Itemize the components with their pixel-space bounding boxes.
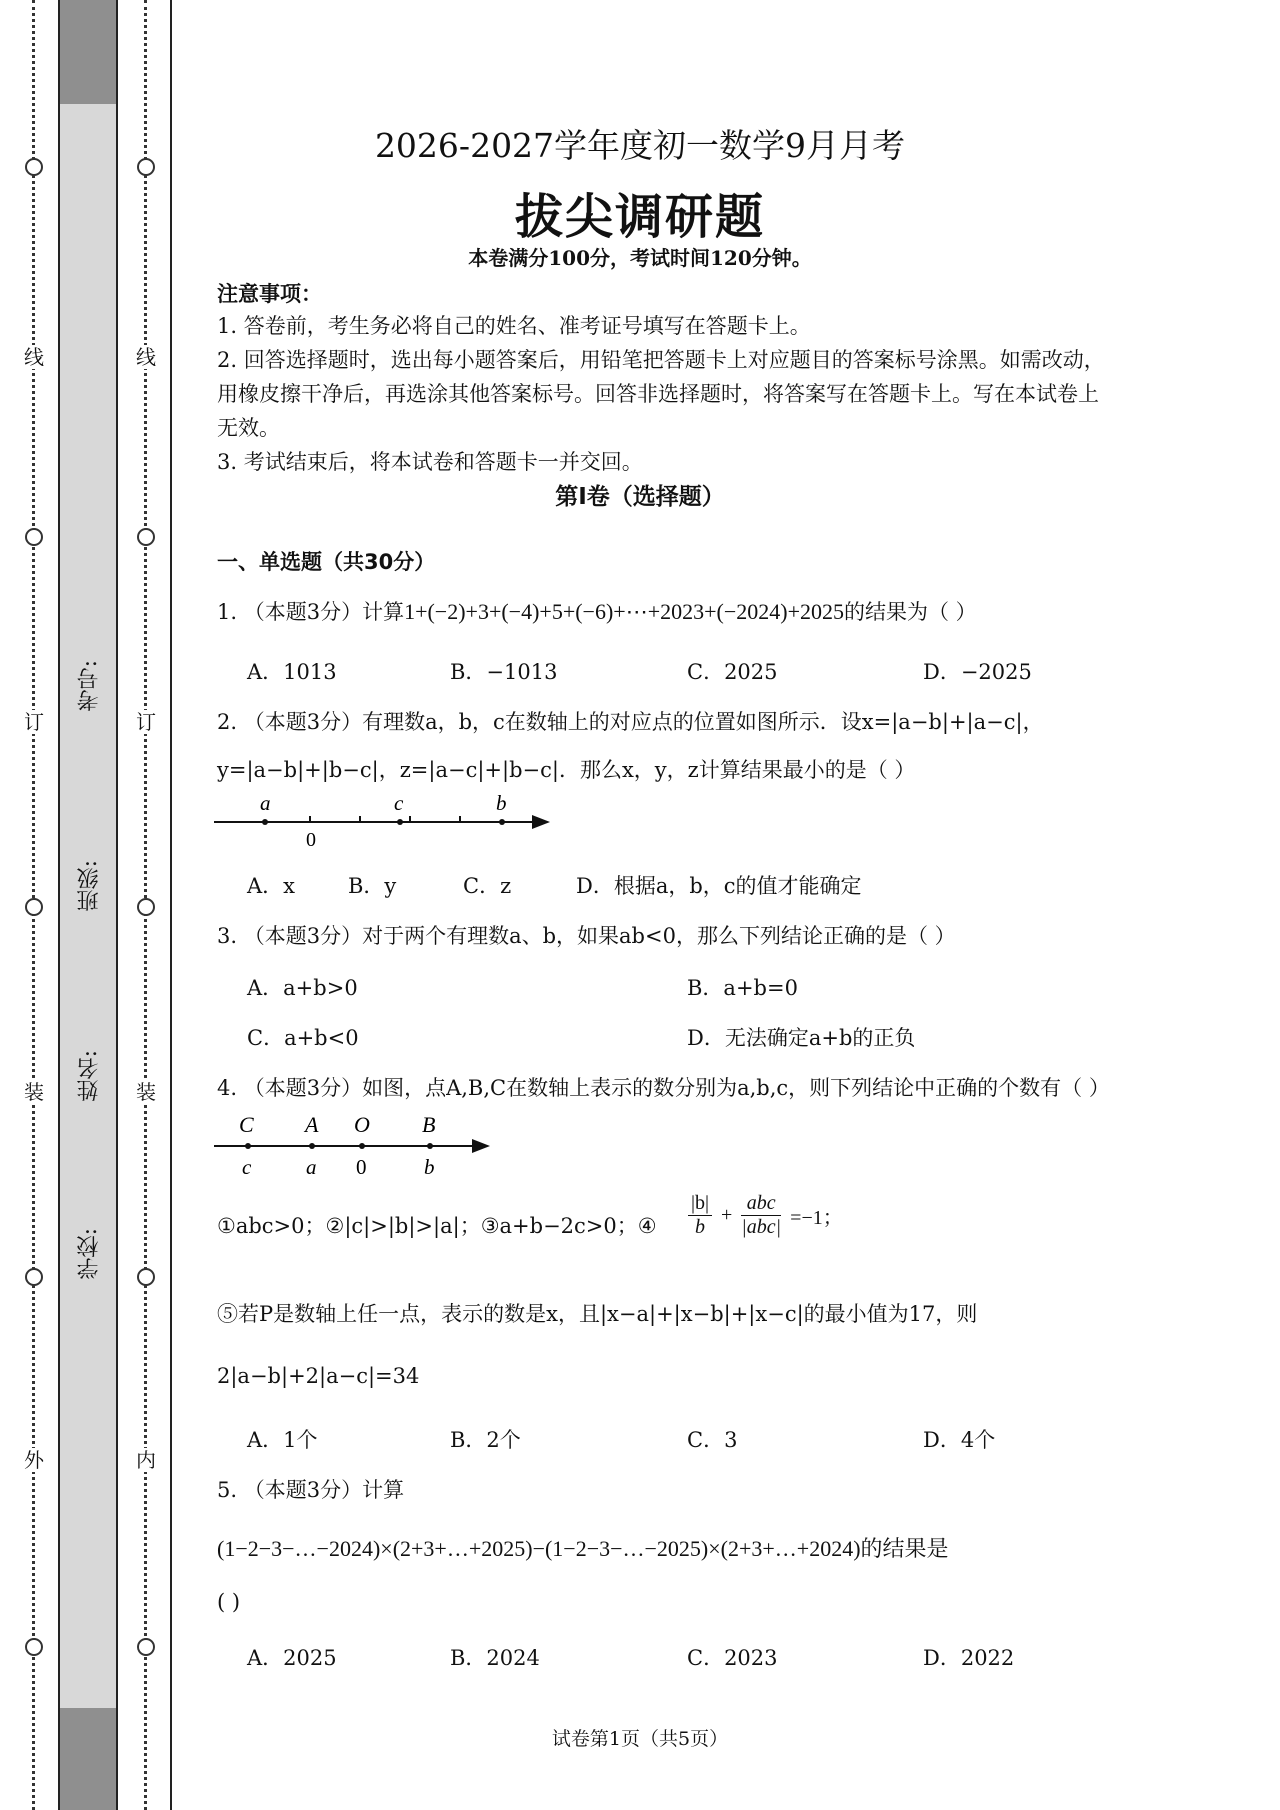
- q4-value-a: a: [306, 1155, 317, 1179]
- binding-hole-icon: [25, 1638, 43, 1656]
- q2-point-a: [262, 819, 268, 825]
- gutter-char: 线: [24, 345, 44, 369]
- q2-label-zero: 0: [306, 829, 316, 850]
- page-footer: 试卷第1页（共5页）: [551, 1728, 729, 1750]
- note-line: 无效。: [217, 416, 280, 440]
- binding-hole-icon: [25, 1268, 43, 1286]
- question-5-answer-paren: ( ): [217, 1590, 241, 1614]
- q4-option-b[interactable]: B．2个: [450, 1428, 521, 1452]
- gutter-char: 订: [136, 710, 156, 734]
- q5-option-b[interactable]: B．2024: [450, 1646, 540, 1670]
- question-5: 5. （本题3分）计算: [217, 1478, 405, 1502]
- gutter-band-top: [58, 0, 118, 104]
- question-1-prefix: 1. （本题3分）计算: [217, 600, 405, 624]
- q4-fraction-2: [741, 1192, 781, 1239]
- q4-value-zero: 0: [356, 1155, 367, 1179]
- q4-point-o: [359, 1143, 365, 1149]
- q4-label-C: C: [239, 1112, 254, 1137]
- question-2-line2: y=|a−b|+|b−c|，z=|a−c|+|b−c|．那么x，y，z计算结果最小的是（ ）: [217, 758, 916, 782]
- q1-option-d[interactable]: D．−2025: [923, 660, 1032, 684]
- q1-option-c[interactable]: C．2025: [687, 660, 778, 684]
- q5-option-c[interactable]: C．2023: [687, 1646, 778, 1670]
- q4-option-a[interactable]: A．1个: [247, 1428, 318, 1452]
- notes-heading: 注意事项：: [217, 282, 322, 306]
- q4-label-O: O: [354, 1112, 370, 1137]
- q2-point-c: [397, 819, 403, 825]
- q4-frac1-denominator: b: [695, 1216, 705, 1238]
- q4-axis-arrow-icon: [472, 1139, 490, 1153]
- gutter-char: 装: [136, 1080, 156, 1104]
- name-field-label: 姓名:: [77, 1050, 102, 1102]
- q2-point-b: [499, 819, 505, 825]
- question-2-line1: 2. （本题3分）有理数a，b，c在数轴上的对应点的位置如图所示．设x=|a−b|+|a−c|，: [217, 710, 1044, 734]
- question-4: 4. （本题3分）如图，点A,B,C在数轴上表示的数分别为a,b,c，则下列结论中正确的个数有（ ）: [217, 1076, 1110, 1100]
- q4-frac2-denominator: |abc|: [741, 1216, 782, 1238]
- q4-option-c[interactable]: C．3: [687, 1428, 738, 1452]
- q2-option-b[interactable]: B．y: [348, 874, 397, 898]
- q2-number-line: [210, 790, 560, 850]
- q4-plus: +: [721, 1204, 733, 1226]
- q2-label-c: c: [394, 791, 404, 815]
- question-5-expression: (1−2−3−…−2024)×(2+3+…+2025)−(1−2−3−…−2025)×(2+3+…+2024)的结果是: [217, 1536, 949, 1561]
- note-line: 用橡皮擦干净后，再选涂其他答案标号。回答非选择题时，将答案写在答题卡上。写在本试卷上: [217, 382, 1099, 406]
- q4-frac2-numerator: abc: [741, 1192, 781, 1216]
- school-field-label: 学校:: [77, 1228, 102, 1280]
- binding-hole-icon: [137, 528, 155, 546]
- binding-hole-icon: [25, 528, 43, 546]
- section-title: 一、单选题（共30分）: [217, 550, 436, 574]
- q4-fraction-1: [688, 1192, 712, 1239]
- q4-statements-1-4: [217, 1210, 657, 1240]
- q4-value-b: b: [424, 1155, 435, 1179]
- q4-statements-tail: =−1；: [790, 1207, 843, 1229]
- note-line: 2. 回答选择题时，选出每小题答案后，用铅笔把答题卡上对应题目的答案标号涂黑。如需改动，: [217, 348, 1105, 372]
- q3-option-a[interactable]: A．a+b>0: [247, 976, 358, 1000]
- q2-axis-arrow-icon: [532, 815, 550, 829]
- gutter-char: 线: [136, 345, 156, 369]
- binding-hole-icon: [137, 1268, 155, 1286]
- outer-dotted-column: [22, 0, 46, 1810]
- q3-option-d[interactable]: D．无法确定a+b的正负: [687, 1026, 916, 1050]
- class-field-label: 班级:: [77, 860, 102, 912]
- inner-dotted-column: [134, 0, 158, 1810]
- q2-option-c[interactable]: C．z: [463, 874, 512, 898]
- q5-option-d[interactable]: D．2022: [923, 1646, 1015, 1670]
- gutter-border: [170, 0, 172, 1810]
- question-3: 3. （本题3分）对于两个有理数a、b，如果ab<0，那么下列结论正确的是（ ）: [217, 924, 956, 948]
- q2-option-a[interactable]: A．x: [247, 874, 296, 898]
- q4-frac1-numerator: |b|: [688, 1192, 712, 1216]
- gutter-char: 内: [136, 1448, 156, 1472]
- question-1-expression: 1+(−2)+3+(−4)+5+(−6)+⋯+2023+(−2024)+2025: [404, 599, 844, 624]
- gutter-char: 订: [24, 710, 44, 734]
- question-1: [217, 596, 977, 626]
- q4-statements-text: ①abc>0；②|c|>|b|>|a|；③a+b−2c>0；④: [217, 1214, 657, 1238]
- q3-option-b[interactable]: B．a+b=0: [687, 976, 798, 1000]
- q3-option-c[interactable]: C．a+b<0: [247, 1026, 359, 1050]
- q4-point-a: [309, 1143, 315, 1149]
- exam-title: 2026-2027学年度初一数学9月月考: [374, 126, 906, 165]
- q4-statement-5-equation: 2|a−b|+2|a−c|=34: [217, 1364, 420, 1388]
- q1-option-a[interactable]: A．1013: [247, 660, 337, 684]
- q4-number-line: [210, 1108, 510, 1188]
- part-title: 第Ⅰ卷（选择题）: [555, 484, 725, 510]
- binding-hole-icon: [25, 898, 43, 916]
- note-line: 3. 考试结束后，将本试卷和答题卡一并交回。: [217, 450, 643, 474]
- q2-label-b: b: [496, 791, 507, 815]
- q4-point-c: [245, 1143, 251, 1149]
- q2-label-a: a: [260, 791, 271, 815]
- gutter-char: 装: [24, 1080, 44, 1104]
- q4-label-B: B: [422, 1112, 436, 1137]
- main-title: 拔尖调研题: [514, 189, 765, 245]
- q4-label-A: A: [305, 1112, 319, 1137]
- exam-subtitle: 本卷满分100分，考试时间120分钟。: [468, 246, 812, 270]
- q1-option-b[interactable]: B．−1013: [450, 660, 558, 684]
- q4-fractions: [688, 1192, 843, 1239]
- q4-point-b: [427, 1143, 433, 1149]
- gutter-char: 外: [24, 1448, 44, 1472]
- binding-hole-icon: [137, 1638, 155, 1656]
- exam-number-field-label: 考号:: [77, 660, 102, 712]
- q2-option-d[interactable]: D．根据a，b，c的值才能确定: [576, 874, 862, 898]
- binding-hole-icon: [137, 898, 155, 916]
- q4-statement-5: ⑤若P是数轴上任一点，表示的数是x，且|x−a|+|x−b|+|x−c|的最小值为17，则: [217, 1302, 978, 1326]
- q4-value-c: c: [242, 1155, 252, 1179]
- note-line: 1. 答卷前，考生务必将自己的姓名、准考证号填写在答题卡上。: [217, 314, 811, 338]
- q5-option-a[interactable]: A．2025: [247, 1646, 337, 1670]
- question-1-suffix: 的结果为（ ）: [843, 600, 977, 624]
- q4-option-d[interactable]: D．4个: [923, 1428, 996, 1452]
